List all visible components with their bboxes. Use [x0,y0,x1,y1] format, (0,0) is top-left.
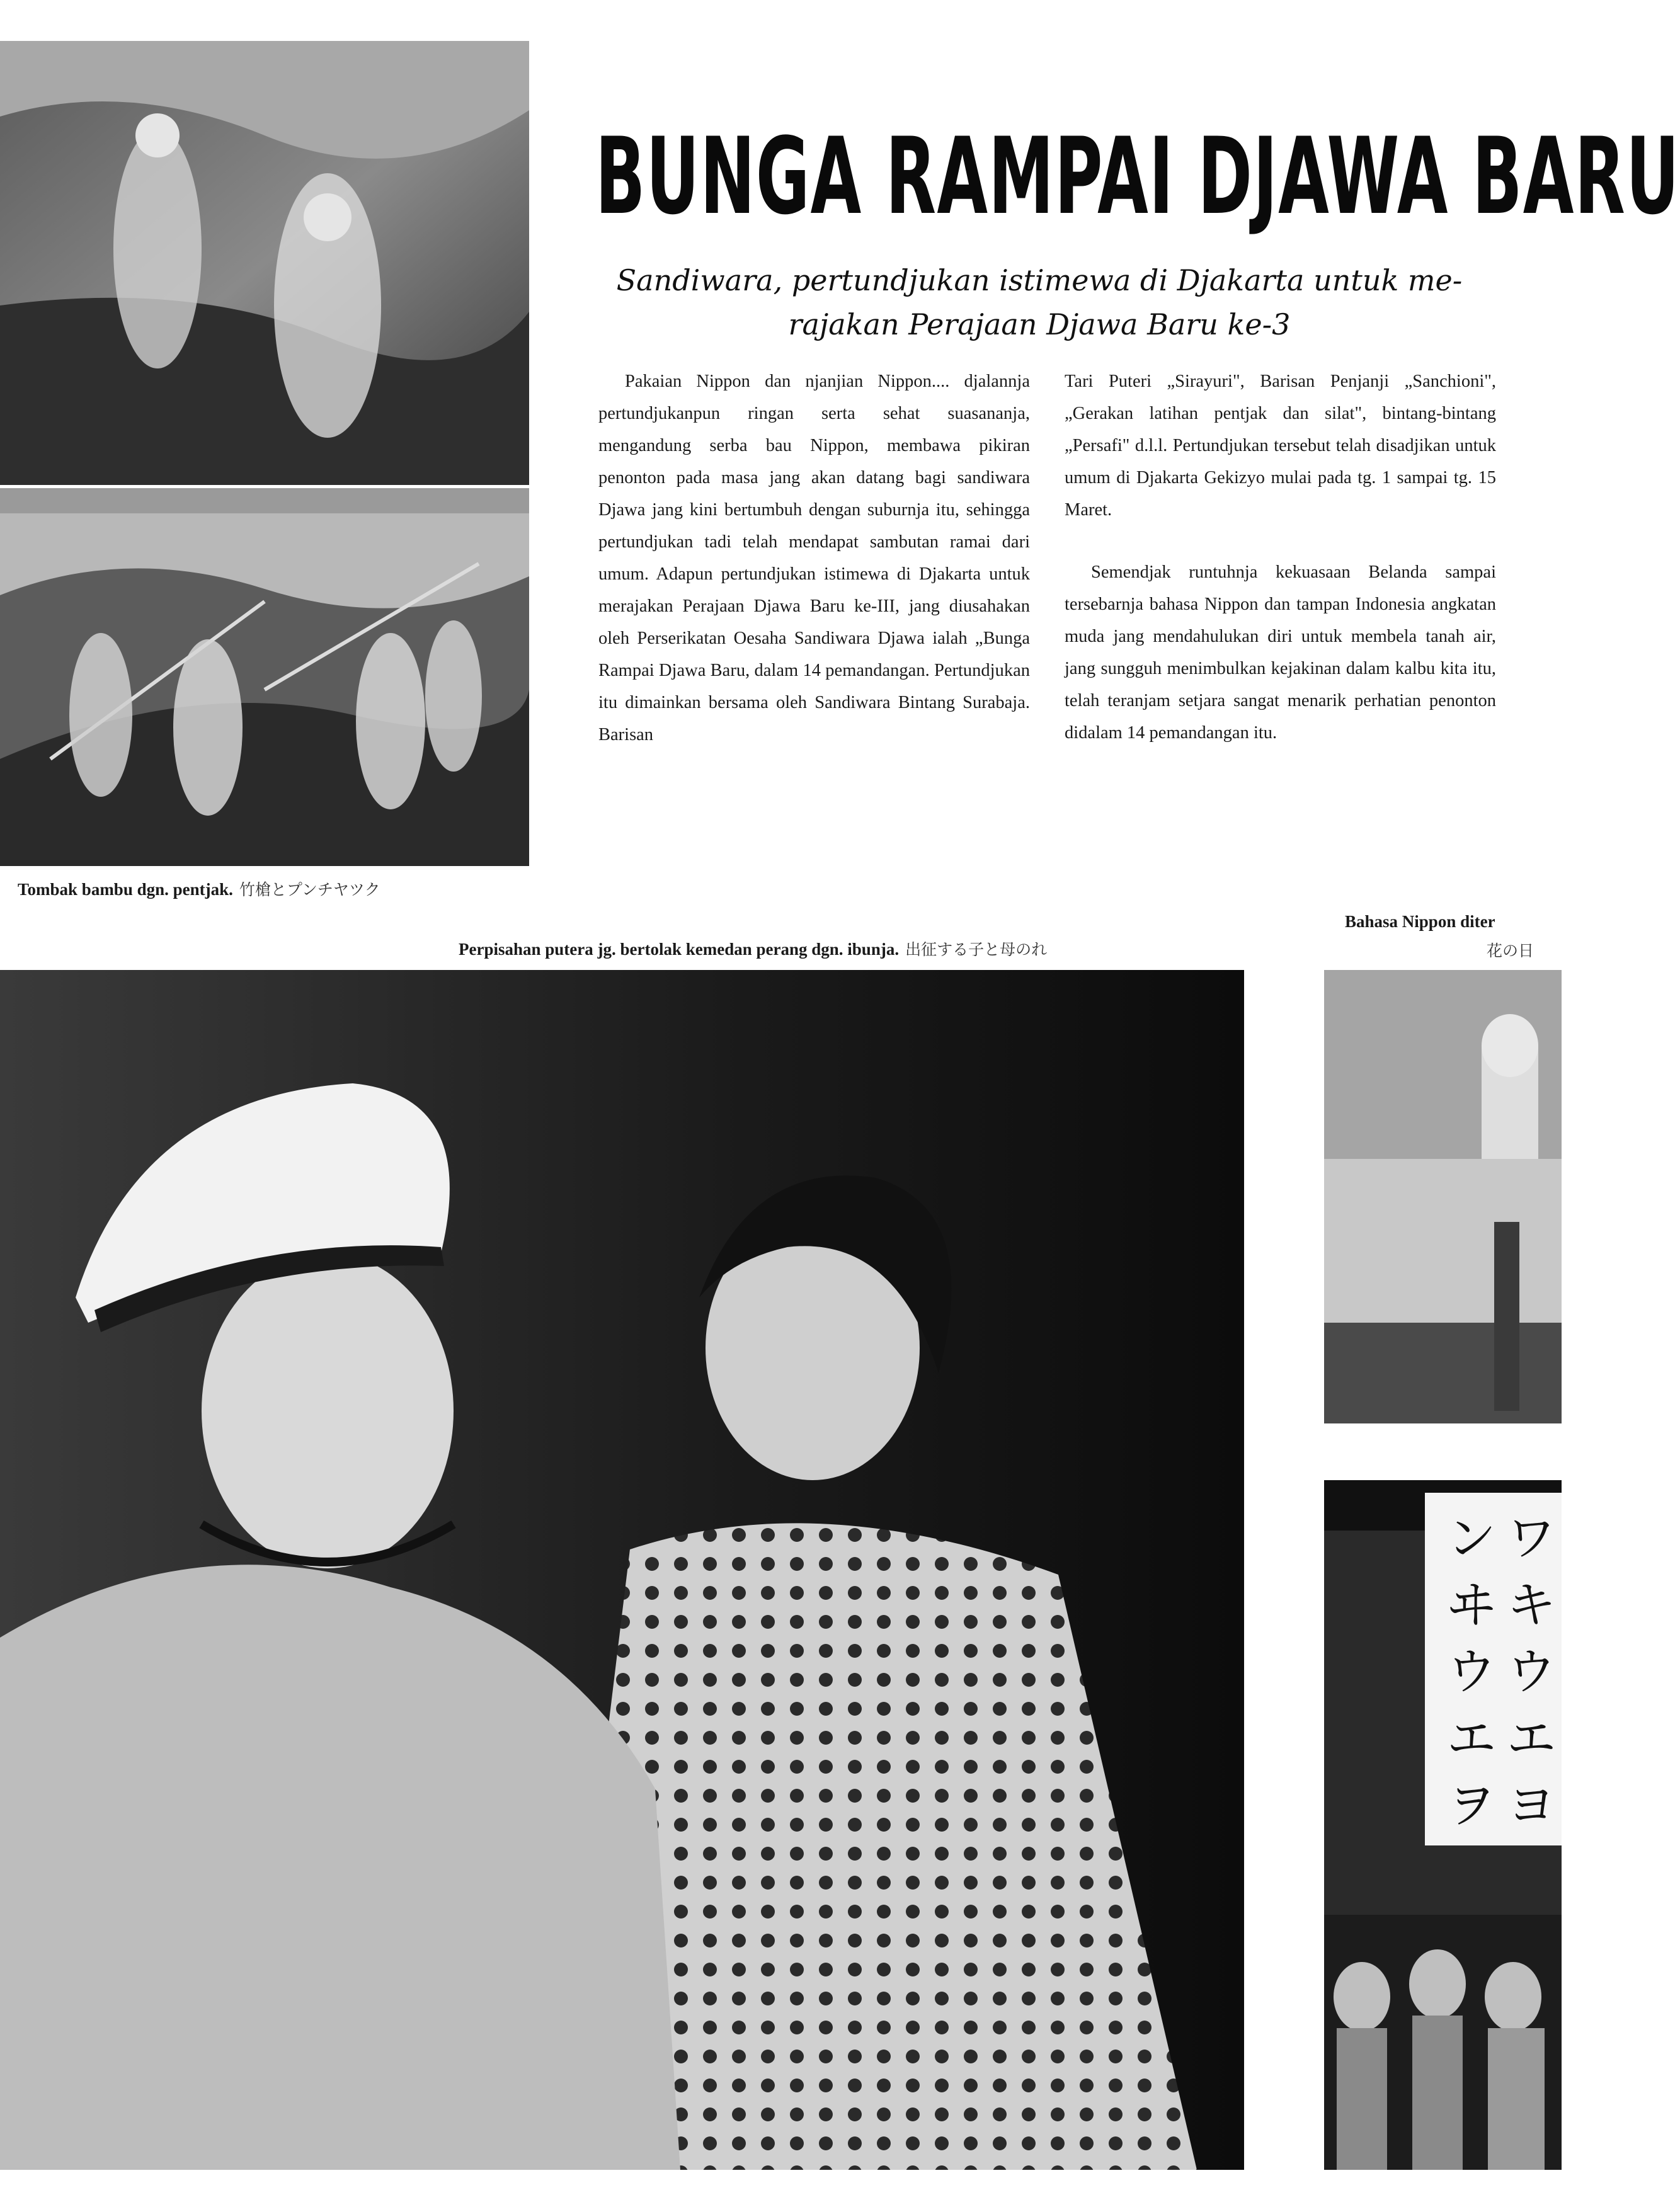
caption-tombak [18,877,380,900]
article-title: BUNGA RAMPAI DJAWA BARU [595,115,1680,238]
photo-bamboo-spear-pentjak [0,488,529,866]
photo-nippon-signage-crowd [1324,1480,1562,2170]
subtitle-line-2: rajakan Perajaan Djawa Baru ke-3 [788,307,1291,341]
column-2-paragraph-2: Semendjak runtuhnja kekuasaan Belanda sampai tersebarnja bahasa Nippon dan tampan Indonesia angkatan muda jang mendahulukan diri untuk membela tanah air, jang sungguh menimbulkan kejakinan dalam kalbu kita itu, telah teranjam setjara sangat menarik perhatian penonton didalam 14 pemandangan itu. [1065,562,1496,743]
column-2-paragraph-1: Tari Puteri „Sirayuri", Barisan Penjanji „Sanchioni", „Gerakan latihan pentjak dan silat", bintang-bintang „Persafi" d.l.l. Pertundjukan tersebut telah disadjikan untuk umum di Djakarta Gekizyo mulai pada tg. 1 sampai tg. 15 Maret. [1065,372,1496,520]
signage-column-1: ンヰウエヲ [1447,1510,1497,1834]
photo-stage-dancers [0,41,529,485]
column-1-paragraph: Pakaian Nippon dan njanjian Nippon.... djalannja pertundjukanpun ringan serta sehat suasananja, mengandung serba bau Nippon, membawa pikiran penonton pada masa jang akan datang bagi sandiwara Djawa jang kini bertumbuh dengan suburnja itu, sehingga pertundjukan tadi telah mendapat sambutan ramai dari umum. Adapun pertundjukan istimewa di Djakarta untuk merajakan Perajaan Djawa Baru ke-III, jang diusahakan oleh Perserikatan Oesaha Sandiwara Djawa ialah „Bunga Rampai Djawa Baru, dalam 14 pemandangan. Pertundjukan itu dimainkan bersama oleh Sandiwara Bintang Surabaja. Barisan [598,372,1030,744]
caption-tombak-jp: 竹槍とプンチヤツク [239,881,380,899]
signage-column-2: ワキウエヨ [1507,1510,1557,1834]
article-column-2 [1065,365,1496,749]
caption-bahasa-jp: 花の日 [1487,942,1534,960]
article-column-1 [598,365,1030,751]
caption-tombak-text: Tombak bambu dgn. pentjak. [18,880,233,899]
article-subtitle [586,258,1493,346]
caption-perpisahan-jp: 出征する子と母のれ [905,940,1048,959]
caption-perpisahan-text: Perpisahan putera jg. bertolak kemedan perang dgn. ibunja. [459,940,900,959]
photo-building-clock-tower [1324,970,1562,1423]
caption-bahasa-text: Bahasa Nippon diter [1345,912,1495,931]
caption-bahasa [1345,912,1562,932]
photo-son-and-mother [0,970,1244,2170]
caption-perpisahan [459,937,1047,960]
subtitle-line-1: Sandiwara, pertundjukan istimewa di Djakarta untuk me- [616,263,1463,297]
